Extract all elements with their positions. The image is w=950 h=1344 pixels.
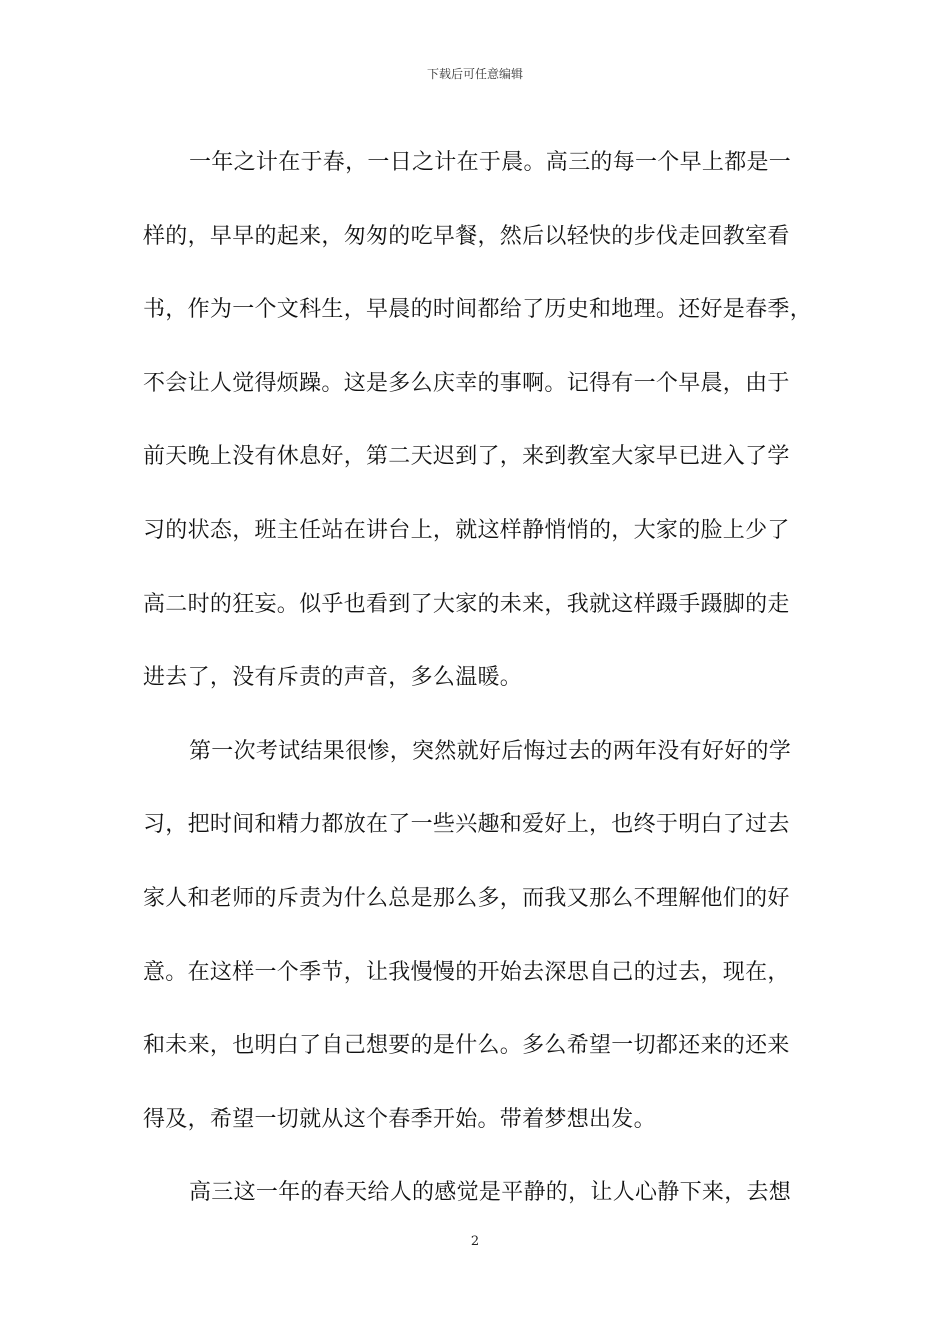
paragraph-line: 和未来，也明白了自己想要的是什么。多么希望一切都还来的还来: [143, 1033, 790, 1059]
paragraph-line: 家人和老师的斥责为什么总是那么多，而我又那么不理解他们的好: [143, 885, 790, 911]
paragraph-line: 前天晚上没有休息好，第二天迟到了，来到教室大家早已进入了学: [143, 444, 790, 470]
paragraph-line: 习的状态，班主任站在讲台上，就这样静悄悄的，大家的脸上少了: [143, 517, 790, 543]
page-number: 2: [470, 1234, 480, 1249]
paragraph-line: 一年之计在于春，一日之计在于晨。高三的每一个早上都是一: [189, 150, 792, 175]
paragraph-line: 不会让人觉得烦躁。这是多么庆幸的事啊。记得有一个早晨，由于: [143, 370, 790, 396]
page-header: 下载后可任意编辑: [426, 67, 523, 81]
paragraph-line: 得及，希望一切就从这个春季开始。带着梦想出发。: [143, 1106, 656, 1132]
paragraph-line: 第一次考试结果很惨，突然就好后悔过去的两年没有好好的学: [189, 738, 792, 764]
paragraph-line: 高二时的狂妄。似乎也看到了大家的未来，我就这样蹑手蹑脚的走: [143, 591, 790, 617]
paragraph-line: 书，作为一个文科生，早晨的时间都给了历史和地理。还好是春季，: [143, 297, 813, 323]
paragraph-line: 进去了，没有斥责的声音，多么温暖。: [143, 665, 523, 691]
paragraph-line: 样的，早早的起来，匆匆的吃早餐，然后以轻快的步伐走回教室看: [143, 223, 790, 249]
document-body: [143, 126, 823, 1230]
paragraph-line: 高三这一年的春天给人的感觉是平静的，让人心静下来，去想: [189, 1180, 792, 1206]
paragraph-line: 习，把时间和精力都放在了一些兴趣和爱好上，也终于明白了过去: [143, 812, 790, 838]
paragraph-line: 意。在这样一个季节，让我慢慢的开始去深思自己的过去，现在，: [143, 959, 790, 985]
